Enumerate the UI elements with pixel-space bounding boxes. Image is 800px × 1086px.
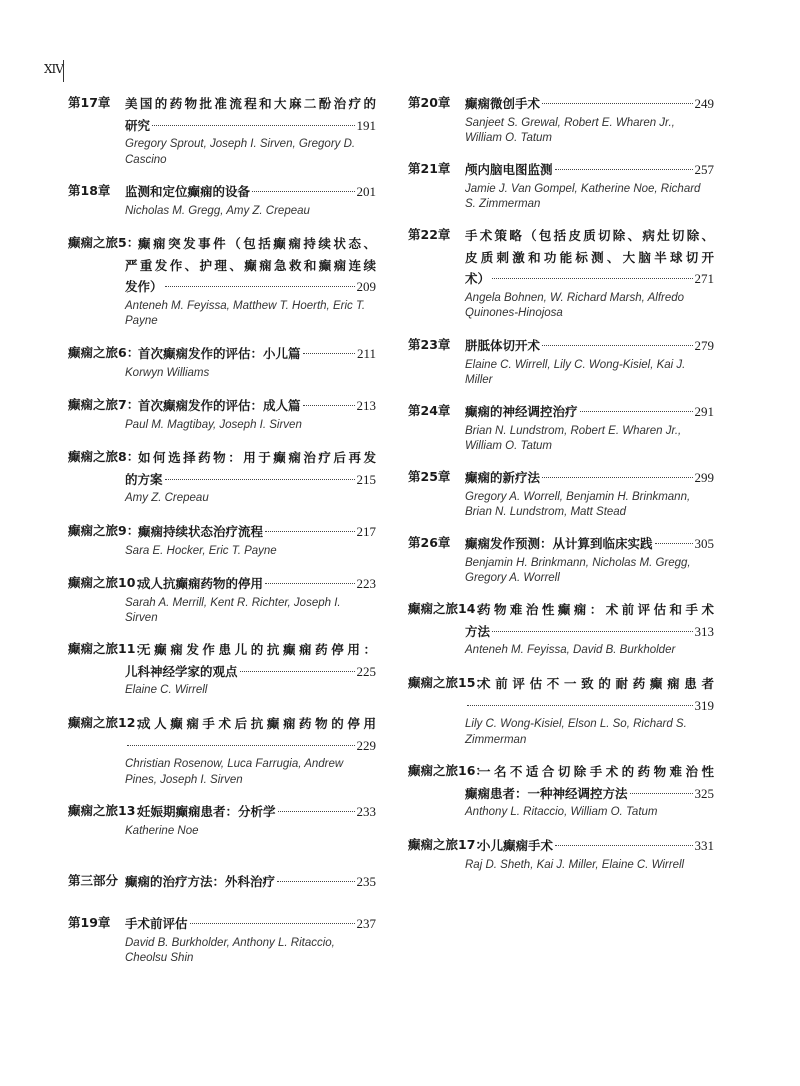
toc-entry-title-text: 癫痫持续状态治疗流程	[138, 524, 264, 539]
toc-entry-authors: Raj D. Sheth, Kai J. Miller, Elaine C. Wirrell	[465, 858, 685, 871]
toc-entry-title-text: 癫痫的治疗方法：外科治疗	[125, 874, 276, 889]
toc-entry-title-line	[125, 913, 376, 935]
toc-entry-authors: Katherine Noe	[125, 824, 199, 837]
toc-page-number[interactable]: 279	[694, 338, 714, 353]
dot-leader	[278, 811, 355, 812]
toc-entry-title-text: 成人抗癫痫药物的停用	[138, 576, 264, 591]
toc-entry[interactable]	[68, 521, 376, 559]
toc-entry-label: 癫痫之旅13：	[68, 803, 148, 818]
toc-entry-title-text: 手术前评估	[125, 916, 188, 931]
toc-entry-title-line	[138, 395, 376, 417]
dot-leader	[265, 583, 354, 584]
toc-entry[interactable]	[68, 233, 376, 330]
toc-entry[interactable]	[68, 639, 376, 699]
dot-leader	[190, 923, 355, 924]
toc-entry[interactable]	[408, 467, 714, 521]
toc-entry-title-line	[465, 401, 714, 423]
toc-entry[interactable]	[68, 93, 376, 168]
toc-entry-authors: Paul M. Magtibay, Joseph I. Sirven	[125, 418, 302, 431]
toc-entry[interactable]	[68, 447, 376, 507]
toc-entry-label: 第25章	[408, 469, 451, 484]
toc-entry-label: 癫痫之旅15：	[408, 675, 488, 690]
page-number: XIV	[44, 62, 63, 76]
dot-leader	[152, 125, 354, 126]
toc-entry[interactable]	[68, 801, 376, 839]
toc-entry-title-text: 首次癫痫发作的评估：小儿篇	[138, 346, 301, 361]
toc-entry-authors: Gregory A. Worrell, Benjamin H. Brinkmann, Brian N. Lundstrom, Matt Stead	[465, 490, 691, 518]
toc-page-number[interactable]: 257	[694, 162, 714, 177]
toc-entry[interactable]	[68, 871, 376, 893]
toc-entry[interactable]	[408, 225, 714, 322]
toc-entry-authors: Christian Rosenow, Luca Farrugia, Andrew Pines, Joseph I. Sirven	[125, 758, 344, 786]
toc-entry-authors: Elaine C. Wirrell, Lily C. Wong-Kisiel, Kai J. Miller	[465, 358, 686, 386]
toc-entry-title-line	[125, 469, 376, 491]
dot-leader	[542, 345, 692, 346]
toc-entry-label: 第20章	[408, 95, 451, 110]
toc-page-number[interactable]: 271	[694, 271, 714, 286]
toc-entry-authors: Nicholas M. Gregg, Amy Z. Crepeau	[125, 204, 310, 217]
toc-entry-title-line: 皮质刺激和功能标测、大脑半球切开	[465, 249, 714, 265]
toc-entry-authors: Korwyn Williams	[125, 366, 210, 379]
toc-entry-authors: Sarah A. Merrill, Kent R. Richter, Joseph I. Sirven	[125, 596, 341, 624]
toc-entry-title-line	[465, 783, 714, 805]
toc-entry[interactable]	[408, 761, 714, 821]
toc-entry-authors: Lily C. Wong-Kisiel, Elson L. So, Richard S. Zimmerman	[465, 718, 687, 746]
toc-page-number[interactable]: 213	[356, 398, 376, 413]
toc-entry-title-line	[478, 835, 714, 857]
toc-entry-authors: Anthony L. Ritaccio, William O. Tatum	[465, 806, 658, 818]
dot-leader	[303, 353, 355, 354]
toc-page-number[interactable]: 229	[356, 737, 376, 753]
toc-entry[interactable]	[408, 159, 714, 213]
toc-entry-label: 癫痫之旅6：	[68, 345, 140, 360]
toc-page-number[interactable]: 201	[356, 184, 376, 199]
toc-entry-authors: Anteneh M. Feyissa, David B. Burkholder	[465, 644, 676, 656]
toc-entry-title-line	[125, 115, 376, 137]
toc-entry-title-text: 的方案	[125, 471, 163, 487]
toc-entry-title-line: 美国的药物批准流程和大麻二酚治疗的	[125, 96, 376, 111]
dot-leader	[555, 169, 693, 170]
dot-leader	[630, 793, 693, 794]
toc-entry-label: 第18章	[68, 183, 111, 198]
toc-page-number[interactable]: 299	[694, 470, 714, 485]
toc-entry-authors: Anteneh M. Feyissa, Matthew T. Hoerth, Eric T. Payne	[125, 299, 366, 327]
toc-entry-label: 第21章	[408, 161, 451, 176]
toc-page-number[interactable]: 313	[694, 623, 714, 639]
toc-entry-label: 癫痫之旅12：	[68, 715, 148, 730]
toc-entry-title-line: 如何选择药物：用于癫痫治疗后再发	[138, 450, 376, 465]
dot-leader	[165, 479, 355, 480]
toc-entry-label: 癫痫之旅8：	[68, 449, 140, 464]
toc-entry[interactable]	[68, 181, 376, 219]
toc-entry-title-line: 手术策略（包括皮质切除、病灶切除、	[465, 228, 714, 243]
toc-entry-title-line	[465, 621, 714, 643]
dot-leader	[542, 103, 692, 104]
dot-leader	[492, 278, 692, 279]
dot-leader	[265, 531, 354, 532]
toc-page-number[interactable]: 217	[356, 524, 376, 539]
toc-entry-label: 第26章	[408, 535, 451, 550]
toc-entry-title-line	[465, 335, 714, 357]
toc-entry[interactable]	[408, 533, 714, 587]
toc-entry-title-line	[465, 159, 714, 181]
toc-page-number[interactable]: 211	[356, 346, 376, 361]
toc-entry-title-line	[125, 276, 376, 298]
toc-entry[interactable]	[408, 599, 714, 659]
toc-entry-title-line: 癫痫突发事件（包括癫痫持续状态、	[138, 236, 376, 251]
toc-entry[interactable]	[408, 93, 714, 147]
toc-entry-title-line: 术前评估不一致的耐药癫痫患者	[478, 676, 714, 691]
toc-page-number[interactable]: 319	[694, 697, 714, 713]
header-divider	[63, 60, 64, 82]
toc-entry-title-text: 癫痫微创手术	[465, 96, 541, 111]
toc-entry[interactable]	[68, 913, 376, 967]
toc-entry[interactable]	[68, 343, 376, 381]
toc-entry-title-text: 首次癫痫发作的评估：成人篇	[138, 398, 301, 413]
toc-entry-label: 第23章	[408, 337, 451, 352]
toc-entry-title-line	[125, 661, 376, 683]
toc-entry-label: 癫痫之旅10：	[68, 575, 148, 590]
toc-entry-label: 第24章	[408, 403, 451, 418]
toc-entry-label: 第三部分	[68, 873, 119, 888]
toc-entry-authors: Jamie J. Van Gompel, Katherine Noe, Richard S. Zimmerman	[465, 182, 701, 210]
dot-leader	[542, 477, 692, 478]
toc-page-number[interactable]: 305	[694, 536, 714, 551]
toc-entry-label: 癫痫之旅9：	[68, 523, 140, 538]
toc-page-number[interactable]: 291	[694, 404, 714, 419]
dot-leader	[165, 286, 355, 287]
toc-entry-title-line: 无癫痫发作患儿的抗癫痫药停用：	[138, 642, 376, 657]
dot-leader	[252, 191, 354, 192]
dot-leader	[555, 845, 692, 846]
toc-entry-authors: Benjamin H. Brinkmann, Nicholas M. Gregg, Gregory A. Worrell	[465, 556, 691, 584]
toc-entry[interactable]	[68, 713, 376, 788]
dot-leader	[580, 411, 693, 412]
toc-entry-authors: David B. Burkholder, Anthony L. Ritaccio, Cheolsu Shin	[125, 936, 335, 964]
toc-entry-title-text: 癫痫发作预测：从计算到临床实践	[465, 536, 653, 551]
toc-entry-title-line	[465, 695, 714, 717]
toc-entry-title-line: 严重发作、护理、癫痫急救和癫痫连续	[125, 257, 376, 273]
toc-entry-title-text: 发作）	[125, 279, 163, 294]
toc-entry-title-text: 妊娠期癫痫患者：分析学	[138, 804, 276, 819]
toc-entry-title-text: 癫痫的神经调控治疗	[465, 404, 578, 419]
toc-entry-title-line: 成人癫痫手术后抗癫痫药物的停用	[138, 716, 376, 731]
toc-entry-title-text: 颅内脑电图监测	[465, 162, 553, 177]
toc-entry-authors: Gregory Sprout, Joseph I. Sirven, Gregory D. Cascino	[125, 138, 356, 166]
toc-entry-title-line	[138, 801, 376, 823]
toc-entry-authors: Amy Z. Crepeau	[125, 492, 209, 504]
toc-page-number[interactable]: 237	[356, 916, 376, 931]
dot-leader	[127, 745, 355, 746]
toc-page-number[interactable]: 233	[356, 804, 376, 819]
dot-leader	[467, 705, 693, 706]
toc-entry[interactable]	[408, 835, 714, 873]
toc-entry-authors: Angela Bohnen, W. Richard Marsh, Alfredo Quinones-Hinojosa	[465, 291, 685, 319]
toc-entry-label: 第17章	[68, 95, 111, 110]
toc-entry-authors: Brian N. Lundstrom, Robert E. Wharen Jr., William O. Tatum	[465, 424, 682, 452]
dot-leader	[277, 881, 354, 882]
toc-entry-label: 癫痫之旅5：	[68, 235, 140, 250]
toc-page-number[interactable]: 215	[356, 471, 376, 487]
toc-entry-title-line: 药物难治性癫痫：术前评估和手术	[478, 602, 714, 617]
toc-page-number[interactable]: 235	[356, 874, 376, 889]
toc-page-number[interactable]: 325	[694, 785, 714, 801]
toc-entry-title-text: 研究	[125, 117, 151, 133]
toc-page-number[interactable]: 331	[694, 838, 714, 853]
toc-entry-title-text: 癫痫患者：一种神经调控方法	[465, 785, 628, 801]
toc-page-number[interactable]: 225	[356, 663, 376, 679]
toc-entry-authors: Elaine C. Wirrell	[125, 684, 208, 696]
toc-entry-title-line	[138, 573, 376, 595]
toc-entry-title-line	[138, 521, 376, 543]
toc-page-number[interactable]: 191	[356, 117, 376, 133]
toc-entry-title-line	[465, 93, 714, 115]
toc-entry-title-line	[125, 871, 376, 893]
toc-entry-title-line	[138, 343, 376, 365]
toc-entry-title-line	[125, 735, 376, 757]
toc-entry-title-text: 胼胝体切开术	[465, 338, 541, 353]
toc-entry[interactable]	[68, 395, 376, 433]
toc-page-number[interactable]: 249	[694, 96, 714, 111]
toc-entry-label: 癫痫之旅11：	[68, 641, 148, 656]
toc-entry-title-text: 小儿癫痫手术	[478, 838, 554, 853]
toc-entry[interactable]	[408, 673, 714, 748]
toc-page-number[interactable]: 223	[356, 576, 376, 591]
toc-entry-title-line	[465, 268, 714, 290]
dot-leader	[492, 631, 692, 632]
toc-entry-title-line	[465, 533, 714, 555]
toc-entry[interactable]	[408, 335, 714, 389]
dot-leader	[655, 543, 693, 544]
toc-entry-title-line	[465, 467, 714, 489]
dot-leader	[240, 671, 355, 672]
toc-entry-label: 癫痫之旅14：	[408, 601, 488, 616]
toc-entry[interactable]	[68, 573, 376, 627]
toc-entry-title-text: 监测和定位癫痫的设备	[125, 184, 251, 199]
toc-entry-authors: Sara E. Hocker, Eric T. Payne	[125, 544, 277, 557]
toc-entry-title-line: 一名不适合切除手术的药物难治性	[478, 764, 714, 779]
toc-entry-label: 癫痫之旅16：	[408, 763, 488, 778]
toc-entry-title-text: 术）	[465, 271, 491, 286]
toc-page-number[interactable]: 209	[356, 279, 376, 294]
toc-entry-title-text: 儿科神经学家的观点	[125, 663, 238, 679]
toc-entry-label: 第22章	[408, 227, 451, 242]
toc-entry-label: 癫痫之旅17：	[408, 837, 488, 852]
toc-entry-label: 第19章	[68, 915, 111, 930]
toc-entry[interactable]	[408, 401, 714, 455]
toc-entry-title-text: 癫痫的新疗法	[465, 470, 541, 485]
toc-entry-title-text: 方法	[465, 623, 491, 639]
toc-entry-authors: Sanjeet S. Grewal, Robert E. Wharen Jr., William O. Tatum	[465, 116, 675, 144]
dot-leader	[303, 405, 355, 406]
toc-entry-title-line	[125, 181, 376, 203]
toc-entry-label: 癫痫之旅7：	[68, 397, 140, 412]
